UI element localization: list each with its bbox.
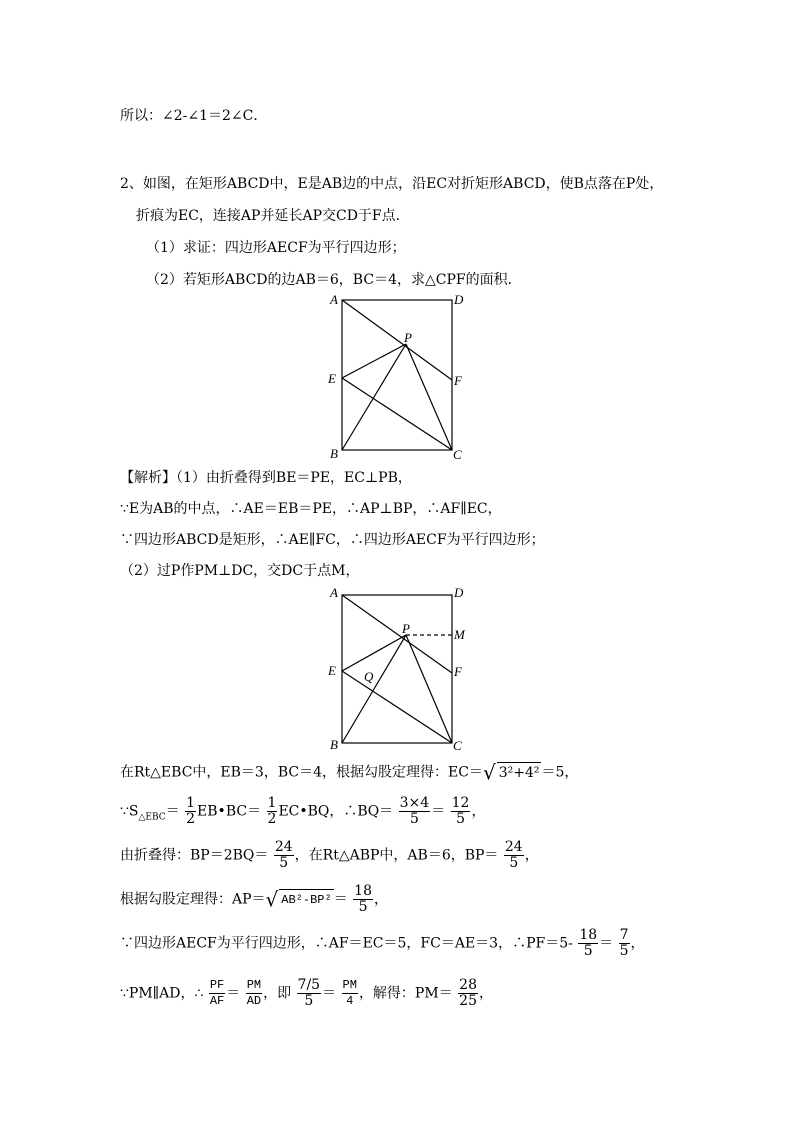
label-E: E — [328, 663, 336, 678]
equation-line-2: $\because S_{\triangle EBC}=$ $\frac{1}{2}$ EB•BC＝ $\frac{1}{2}$ EC•BQ，∴BQ＝ $\frac{3\times 4}{5}$ ＝ $\frac{12}{5}$ ， — [120, 795, 486, 827]
label-B: B — [330, 737, 338, 752]
label-E: E — [328, 371, 336, 386]
conclusion-line: 所以：∠2-∠1＝2∠C． — [120, 108, 268, 124]
solution-line-1: 【解析】（1）由折叠得到BE＝PE，EC⊥PB， — [120, 470, 412, 486]
question-title-cont: 折痕为EC，连接AP并延长AP交CD于F点． — [136, 208, 410, 224]
label-Q: Q — [364, 669, 374, 684]
equation-line-1: 在Rt△EBC中，EB＝3，BC＝4，根据勾股定理得：EC＝√ 3²+4² ＝5， — [120, 760, 579, 785]
label-F: F — [454, 373, 462, 388]
label-P: P — [404, 330, 412, 345]
equation-line-5: ∵四边形AECF为平行四边形，∴AF＝EC＝5，FC＝AE＝3，∴PF＝5- $\frac{18}{5}$ ＝ $\frac{7}{5}$ ， — [120, 927, 645, 959]
solution-line-4: （2）过P作PM⊥DC，交DC于点M， — [120, 563, 360, 579]
label-B: B — [330, 446, 338, 461]
question-part-2: （2）若矩形ABCD的边AB＝6，BC＝4，求△CPF的面积． — [146, 272, 522, 288]
label-A: A — [330, 585, 338, 600]
equation-line-4: 根据勾股定理得：AP＝√ AB²-BP² ＝ $\frac{18}{5}$ ， — [120, 883, 388, 915]
equation-line-3: 由折叠得：BP＝2BQ＝ $\frac{24}{5}$ ，在Rt△ABP中，AB＝6，BP＝ $\frac{24}{5}$ ， — [120, 839, 539, 871]
label-F: F — [454, 664, 462, 679]
label-D: D — [454, 292, 464, 307]
rectangle-fold-figure-1 — [320, 290, 470, 462]
label-C: C — [453, 447, 462, 462]
label-M: M — [454, 627, 465, 642]
equation-line-6: ∵PM∥AD，∴ $\frac{PF}{AF}$ ＝ $\frac{PM}{AD}$ ，即 $\frac{7/5}{5}$ ＝ $\frac{PM}{4}$ ，解得：PM＝ $\frac{28}{25}$ ， — [120, 977, 493, 1009]
solution-line-3: ∵四边形ABCD是矩形，∴AE∥FC，∴四边形AECF为平行四边形； — [120, 532, 545, 548]
label-D: D — [454, 585, 464, 600]
question-title: 2、如图，在矩形ABCD中，E是AB边的中点，沿EC对折矩形ABCD，使B点落在P处， — [120, 176, 664, 192]
label-P: P — [402, 621, 410, 636]
rectangle-fold-figure-2 — [320, 583, 470, 755]
solution-line-2: ∵E为AB的中点，∴AE＝EB＝PE，∴AP⊥BP，∴AF∥EC， — [120, 501, 502, 517]
question-part-1: （1）求证：四边形AECF为平行四边形； — [146, 240, 406, 256]
label-C: C — [453, 738, 462, 753]
label-A: A — [330, 292, 338, 307]
